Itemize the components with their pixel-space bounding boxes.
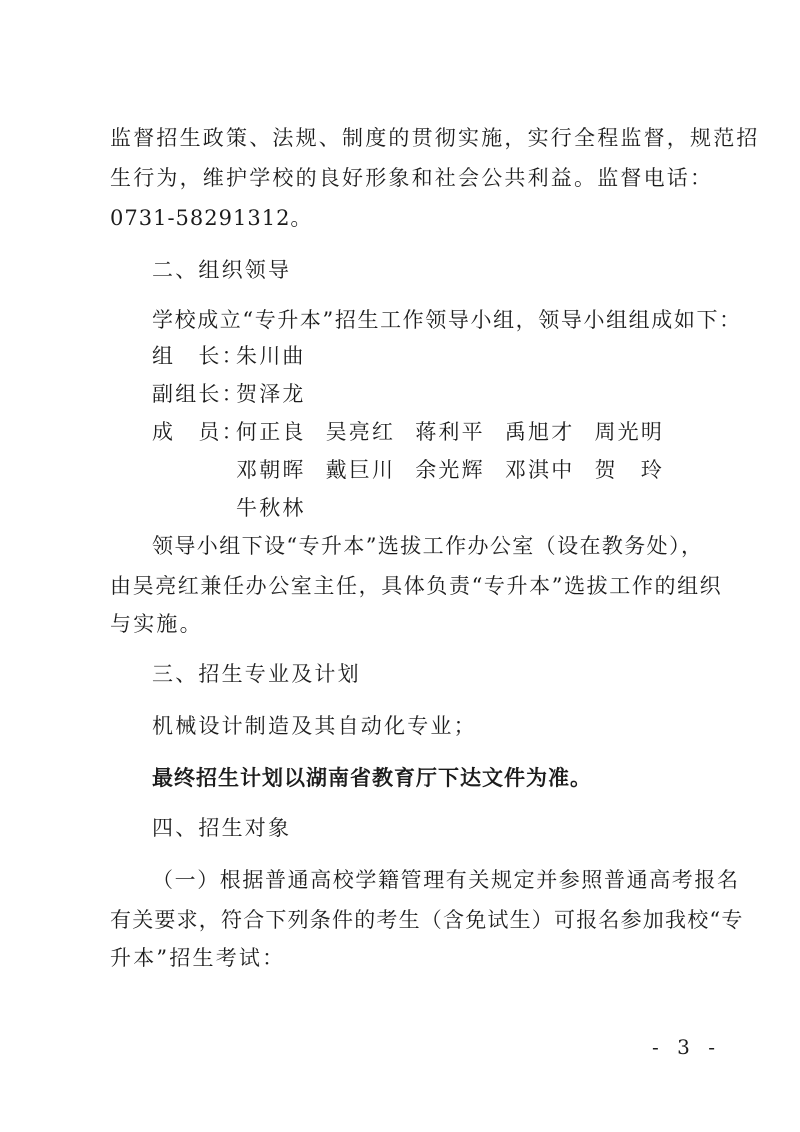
office-line-3: 与实施。 bbox=[110, 612, 203, 636]
organization-intro: 学校成立“专升本”招生工作领导小组，领导小组组成如下： bbox=[152, 308, 742, 332]
member-name: 周光明 bbox=[594, 420, 665, 444]
member-name: 贺 玲 bbox=[594, 458, 665, 482]
body-line-2: 生行为，维护学校的良好形象和社会公共利益。监督电话： bbox=[110, 166, 714, 190]
section-heading-majors: 三、招生专业及计划 bbox=[152, 662, 361, 686]
leader-row bbox=[152, 342, 306, 370]
member-name: 邓淇中 bbox=[504, 458, 575, 482]
member-name: 蒋利平 bbox=[415, 420, 485, 444]
applicant-para-line-3: 升本”招生考试： bbox=[110, 946, 286, 970]
member-name: 邓朝晖 bbox=[236, 458, 306, 482]
member-name: 何正良 bbox=[236, 420, 306, 444]
leader-name: 朱川曲 bbox=[236, 344, 306, 368]
plan-note: 最终招生计划以湖南省教育厅下达文件为准。 bbox=[152, 765, 592, 790]
applicant-para-line-2: 有关要求，符合下列条件的考生（含免试生）可报名参加我校“专 bbox=[110, 908, 744, 932]
members-row-3 bbox=[236, 494, 326, 522]
page-number: - 3 - bbox=[652, 1035, 721, 1059]
office-line-2: 由吴亮红兼任办公室主任，具体负责“专升本”选拔工作的组织 bbox=[110, 574, 723, 598]
office-line-1: 领导小组下设“专升本”选拔工作办公室（设在教务处）， bbox=[152, 534, 704, 558]
phone-line: 0731-58291312。 bbox=[110, 206, 313, 230]
member-name: 吴亮红 bbox=[325, 420, 396, 444]
member-name: 戴巨川 bbox=[325, 458, 396, 482]
deputy-row bbox=[152, 380, 306, 408]
section-heading-applicants: 四、招生对象 bbox=[152, 816, 292, 840]
member-name: 禹旭才 bbox=[504, 420, 575, 444]
deputy-label: 副组长： bbox=[152, 382, 245, 406]
members-row-2 bbox=[236, 456, 684, 484]
deputy-name: 贺泽龙 bbox=[236, 382, 306, 406]
leader-label: 组 长： bbox=[152, 344, 245, 368]
body-line-1: 监督招生政策、法规、制度的贯彻实施，实行全程监督，规范招 bbox=[110, 126, 760, 150]
members-row-1 bbox=[152, 418, 684, 446]
section-heading-organization: 二、组织领导 bbox=[152, 258, 292, 282]
applicant-para-line-1: （一）根据普通高校学籍管理有关规定并参照普通高考报名 bbox=[152, 868, 740, 892]
major-line: 机械设计制造及其自动化专业； bbox=[152, 714, 477, 738]
members-label: 成 员： bbox=[152, 420, 245, 444]
member-name: 余光辉 bbox=[415, 458, 485, 482]
member-name: 牛秋林 bbox=[236, 496, 306, 520]
